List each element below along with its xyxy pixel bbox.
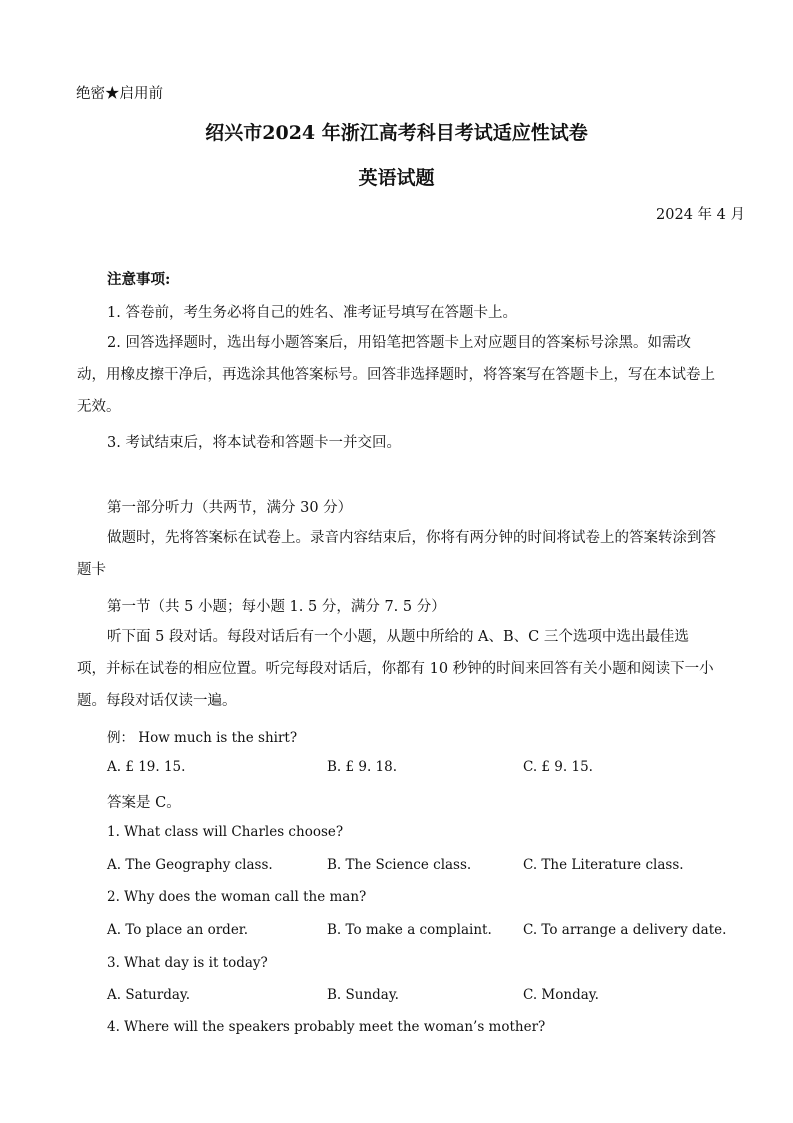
example-question: 例： How much is the shirt?	[107, 730, 298, 746]
question-3-option-b: B. Sunday.	[327, 987, 399, 1003]
question-3: 3. What day is it today?	[107, 955, 268, 971]
example-option-a: A. £ 19. 15.	[107, 759, 186, 775]
question-1-option-a: A. The Geography class.	[107, 857, 273, 873]
notes-item-1: 1. 答卷前，考生务必将自己的姓名、准考证号填写在答题卡上。	[107, 305, 517, 321]
section1-instruction: 听下面 5 段对话。每段对话后有一个小题，从题中所给的 A、B、C 三个选项中选出最佳选项，并标在试卷的相应位置。听完每段对话后，你都有 10 秒钟的时间来回答有关小题和阅读下一小题。每段对话仅读一遍。	[77, 629, 714, 709]
notes-item-2: 2. 回答选择题时，选出每小题答案后，用铅笔把答题卡上对应题目的答案标号涂黑。如需改动，用橡皮擦干净后，再选涂其他答案标号。回答非选择题时，将答案写在答题卡上，写在本试卷上无效。	[77, 335, 715, 415]
question-1-option-b: B. The Science class.	[327, 857, 472, 873]
notes-heading: 注意事项:	[107, 271, 171, 288]
example-option-b: B. £ 9. 18.	[327, 759, 398, 775]
question-2-option-b: B. To make a complaint.	[327, 922, 492, 938]
part1-heading: 第一部分听力（共两节，满分 30 分）	[107, 500, 353, 516]
example-option-c: C. £ 9. 15.	[523, 759, 593, 775]
section1-heading: 第一节（共 5 小题；每小题 1. 5 分，满分 7. 5 分）	[107, 599, 446, 615]
question-2-option-c: C. To arrange a delivery date.	[523, 922, 727, 938]
question-4: 4. Where will the speakers probably meet the woman’s mother?	[107, 1019, 546, 1035]
question-1: 1. What class will Charles choose?	[107, 824, 344, 840]
confidential-label: 绝密★启用前	[76, 86, 163, 102]
exam-subtitle: 英语试题	[358, 167, 435, 189]
example-answer: 答案是 C。	[107, 795, 181, 811]
notes-item-3: 3. 考试结束后，将本试卷和答题卡一并交回。	[107, 435, 401, 451]
question-3-option-a: A. Saturday.	[107, 987, 191, 1003]
question-1-option-c: C. The Literature class.	[523, 857, 684, 873]
part1-instruction: 做题时，先将答案标在试卷上。录音内容结束后，你将有两分钟的时间将试卷上的答案转涂到答题卡	[77, 530, 716, 578]
exam-date: 2024 年 4 月	[656, 207, 745, 223]
question-3-option-c: C. Monday.	[523, 987, 599, 1003]
exam-title: 绍兴市2024 年浙江高考科目考试适应性试卷	[205, 122, 588, 144]
question-2: 2. Why does the woman call the man?	[107, 889, 367, 905]
question-2-option-a: A. To place an order.	[107, 922, 249, 938]
